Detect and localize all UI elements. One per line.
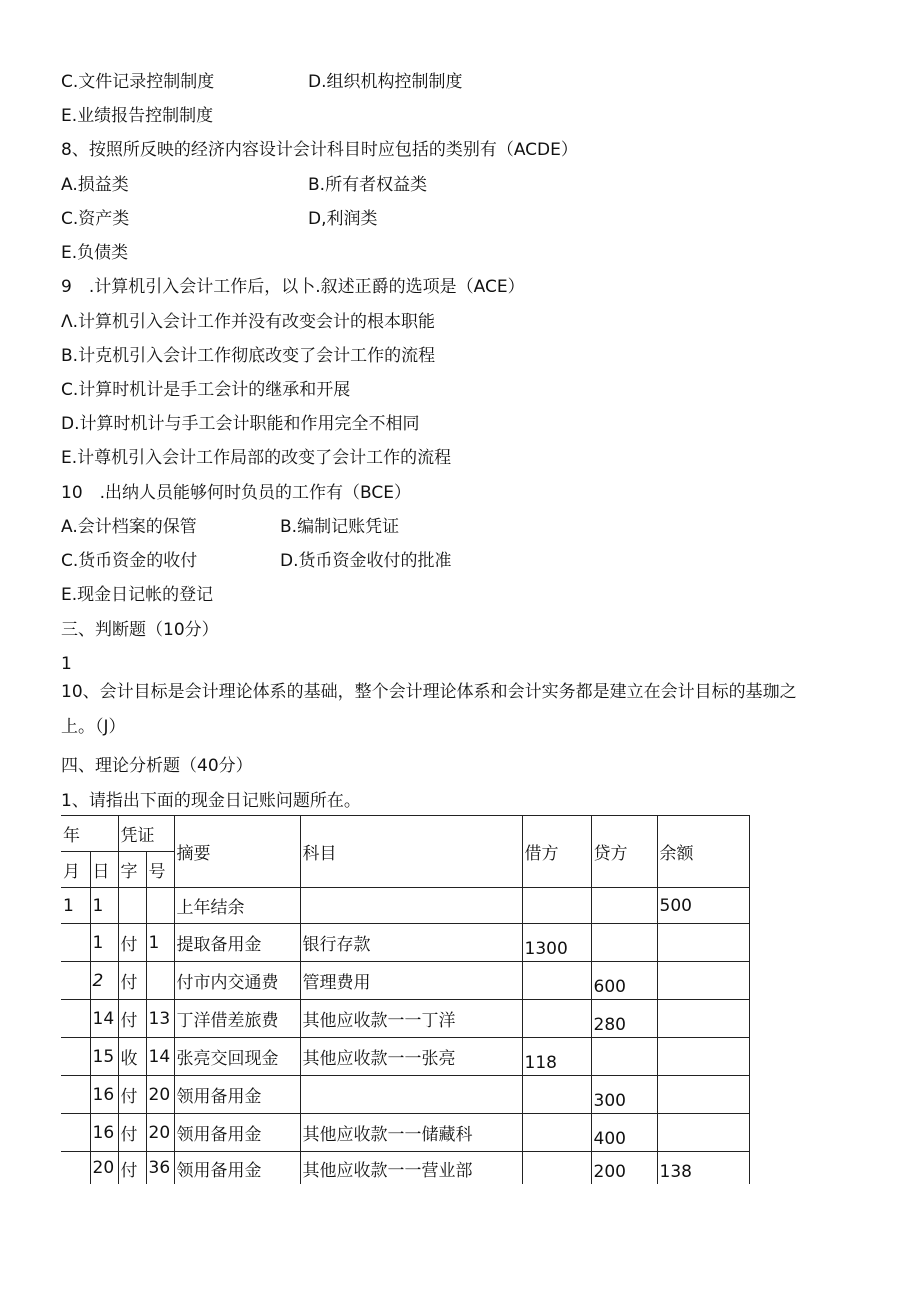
- header-account: 科目: [300, 816, 522, 888]
- cell-debit: [522, 962, 591, 1000]
- cell-credit: 300: [591, 1076, 657, 1114]
- cell-summary: 提取备用金: [174, 924, 300, 962]
- cell-voucher-type: 付: [118, 962, 146, 1000]
- cell-credit: [591, 1038, 657, 1076]
- cell-month: [61, 962, 90, 1000]
- cell-account: 银行存款: [300, 924, 522, 962]
- section3-item-line2: 上。（J）: [61, 717, 126, 737]
- section4-question: 1、请指出下面的现金日记账问题所在。: [61, 791, 361, 811]
- cell-voucher-type: 收: [118, 1038, 146, 1076]
- cell-day: 2: [90, 962, 118, 1000]
- cell-account: 其他应收款一一储藏科: [300, 1114, 522, 1152]
- cell-credit: 400: [591, 1114, 657, 1152]
- cell-debit: [522, 1152, 591, 1185]
- cell-balance: [657, 1076, 749, 1114]
- section3-title: 三、判断题（10分）: [61, 620, 219, 640]
- table-row: [61, 888, 749, 924]
- cell-account: 其他应收款一一张亮: [300, 1038, 522, 1076]
- cell-balance: [657, 1000, 749, 1038]
- header-credit: 贷方: [591, 816, 657, 888]
- cash-journal-table: [61, 815, 750, 1184]
- cell-credit: 200: [591, 1152, 657, 1185]
- cell-summary: 领用备用金: [174, 1114, 300, 1152]
- cell-summary: 上年结余: [174, 888, 300, 924]
- q7-option-c: C.文件记录控制制度: [61, 72, 215, 92]
- header-month: 月: [61, 852, 90, 888]
- cell-voucher-number: [146, 888, 174, 924]
- q9-option-c: C.计算时机计是手工会计的继承和开展: [61, 380, 351, 400]
- cell-account: 其他应收款一一丁洋: [300, 1000, 522, 1038]
- header-voucher: 凭证: [118, 816, 174, 852]
- q8-option-d: D,利润类: [308, 209, 378, 229]
- cell-month: 1: [61, 888, 90, 924]
- cell-balance: [657, 1114, 749, 1152]
- q10-option-c: C.货币资金的收付: [61, 551, 198, 571]
- q9-option-e: E.计尊机引入会计工作局部的改变了会计工作的流程: [61, 448, 452, 468]
- table-row: [61, 1152, 749, 1185]
- cell-month: [61, 1076, 90, 1114]
- cell-credit: 280: [591, 1000, 657, 1038]
- q8-option-b: B.所有者权益类: [308, 175, 428, 195]
- cell-debit: 1300: [522, 924, 591, 962]
- cell-balance: 138: [657, 1152, 749, 1185]
- cell-voucher-number: 20: [146, 1076, 174, 1114]
- cell-debit: [522, 1076, 591, 1114]
- cell-credit: [591, 924, 657, 962]
- cell-month: [61, 1114, 90, 1152]
- cell-balance: [657, 962, 749, 1000]
- cell-account: [300, 888, 522, 924]
- cell-month: [61, 1000, 90, 1038]
- cell-voucher-number: [146, 962, 174, 1000]
- cell-month: [61, 1152, 90, 1185]
- header-voucher-number: 号: [146, 852, 174, 888]
- cell-balance: [657, 924, 749, 962]
- q7-option-e: E.业绩报告控制制度: [61, 106, 214, 126]
- cell-month: [61, 1038, 90, 1076]
- cell-voucher-number: 14: [146, 1038, 174, 1076]
- section3-item-line1: 10、会计目标是会计理论体系的基础，整个会计理论体系和会计实务都是建立在会计目标的基珈之: [61, 682, 797, 702]
- cell-day: 16: [90, 1114, 118, 1152]
- cell-voucher-number: 13: [146, 1000, 174, 1038]
- cell-voucher-number: 36: [146, 1152, 174, 1185]
- cell-voucher-type: 付: [118, 924, 146, 962]
- table-row: [61, 962, 749, 1000]
- cell-summary: 领用备用金: [174, 1076, 300, 1114]
- cell-account: 其他应收款一一营业部: [300, 1152, 522, 1185]
- q10-option-a: A.会计档案的保管: [61, 517, 197, 537]
- cell-debit: [522, 1000, 591, 1038]
- cell-debit: [522, 1114, 591, 1152]
- q9-option-d: D.计算时机计与手工会计职能和作用完全不相同: [61, 414, 420, 434]
- cell-summary: 领用备用金: [174, 1152, 300, 1185]
- q9-stem: 9 .计算机引入会计工作后，以卜.叙述正爵的选项是（ACE）: [61, 277, 525, 297]
- q10-option-d: D.货币资金收付的批准: [280, 551, 452, 571]
- header-day: 日: [90, 852, 118, 888]
- header-year: 年: [61, 816, 118, 852]
- table-row: [61, 924, 749, 962]
- q9-option-a: Λ.计算机引入会计工作并没有改变会计的根本职能: [61, 312, 436, 332]
- cell-day: 15: [90, 1038, 118, 1076]
- cell-account: [300, 1076, 522, 1114]
- cell-voucher-number: 20: [146, 1114, 174, 1152]
- q7-option-d: D.组织机构控制制度: [308, 72, 463, 92]
- table-row: [61, 1114, 749, 1152]
- cell-day: 14: [90, 1000, 118, 1038]
- cell-debit: [522, 888, 591, 924]
- cell-account: 管理费用: [300, 962, 522, 1000]
- cell-debit: 118: [522, 1038, 591, 1076]
- q8-option-e: E.负债类: [61, 243, 129, 263]
- cell-voucher-type: 付: [118, 1152, 146, 1185]
- cell-summary: 张亮交回现金: [174, 1038, 300, 1076]
- cell-voucher-type: 付: [118, 1114, 146, 1152]
- cell-credit: [591, 888, 657, 924]
- cell-balance: [657, 1038, 749, 1076]
- table-header-row-1: [61, 816, 749, 852]
- section4-title: 四、理论分析题（40分）: [61, 756, 253, 776]
- cell-voucher-type: 付: [118, 1000, 146, 1038]
- cell-day: 16: [90, 1076, 118, 1114]
- q8-stem: 8、按照所反映的经济内容设计会计科目时应包括的类别有（ACDE）: [61, 140, 578, 160]
- table-row: [61, 1038, 749, 1076]
- table-body: [61, 888, 749, 1185]
- cell-voucher-number: 1: [146, 924, 174, 962]
- cell-credit: 600: [591, 962, 657, 1000]
- cell-summary: 付市内交通费: [174, 962, 300, 1000]
- section3-number: 1: [61, 654, 72, 674]
- cell-voucher-type: [118, 888, 146, 924]
- cell-day: 20: [90, 1152, 118, 1185]
- cell-day: 1: [90, 888, 118, 924]
- cell-voucher-type: 付: [118, 1076, 146, 1114]
- cell-balance: 500: [657, 888, 749, 924]
- q8-option-c: C.资产类: [61, 209, 130, 229]
- header-summary: 摘要: [174, 816, 300, 888]
- table-row: [61, 1000, 749, 1038]
- header-debit: 借方: [522, 816, 591, 888]
- header-balance: 余额: [657, 816, 749, 888]
- q10-stem: 10 .出纳人员能够何时负员的工作有（BCE）: [61, 483, 412, 503]
- cell-summary: 丁洋借差旅费: [174, 1000, 300, 1038]
- q10-option-e: E.现金日记帐的登记: [61, 585, 214, 605]
- cell-day: 1: [90, 924, 118, 962]
- cell-month: [61, 924, 90, 962]
- header-voucher-type: 字: [118, 852, 146, 888]
- q8-option-a: A.损益类: [61, 175, 129, 195]
- q9-option-b: B.计克机引入会计工作彻底改变了会计工作的流程: [61, 346, 436, 366]
- table-row: [61, 1076, 749, 1114]
- q10-option-b: B.编制记账凭证: [280, 517, 400, 537]
